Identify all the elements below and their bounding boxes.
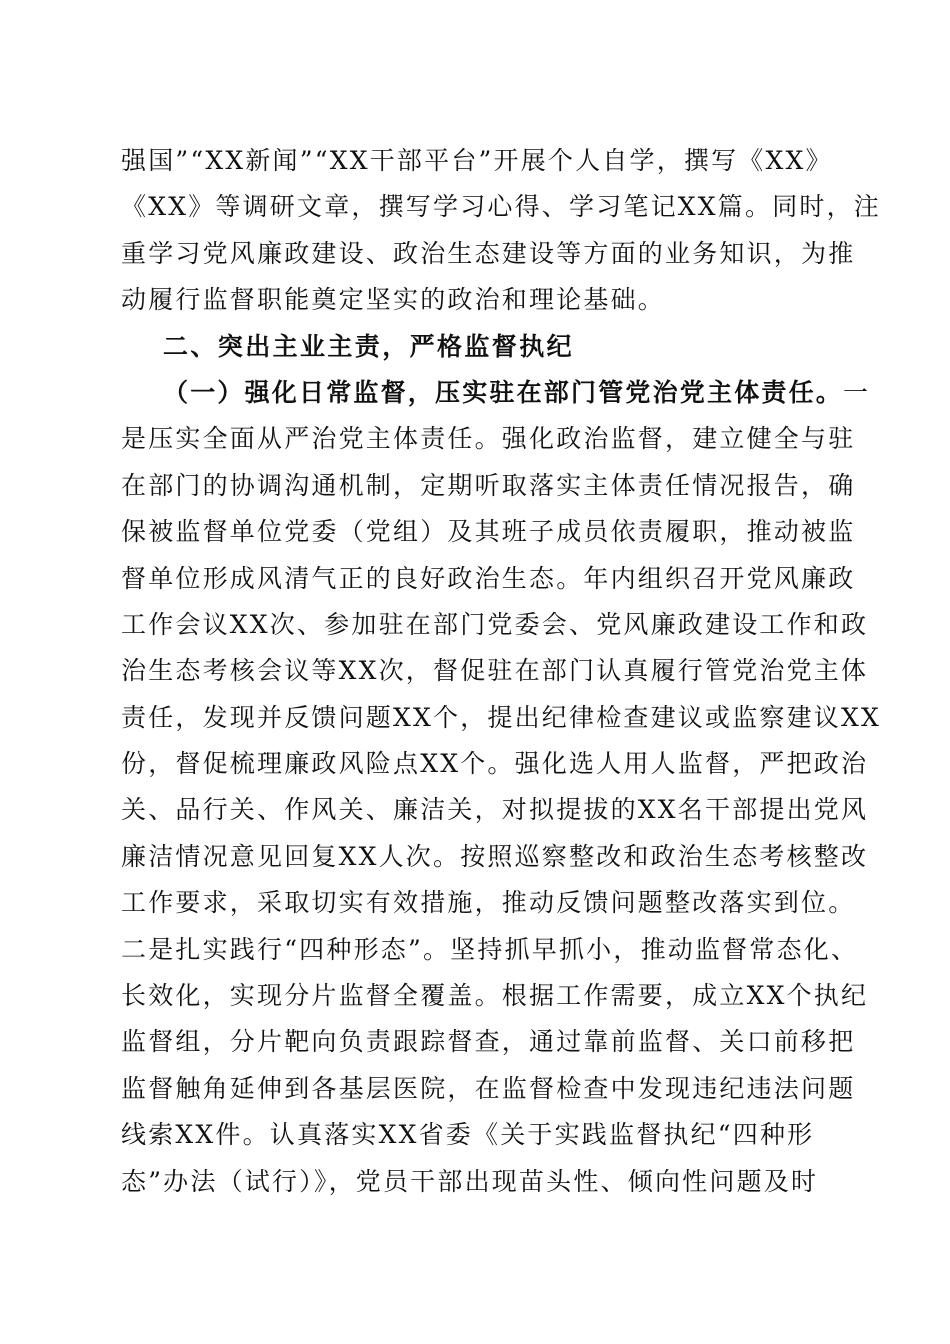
body-line: 长效化，实现分片监督全覆盖。根据工作需要，成立XX个执纪 — [121, 981, 869, 1011]
body-line: 态”办法（试行）》，党员干部出现苗头性、倾向性问题及时 — [121, 1166, 819, 1196]
body-line: 线索XX件。认真落实XX省委《关于实践监督执纪“四种形 — [121, 1120, 815, 1150]
body-line: 监督组，分片靶向负责跟踪督查，通过靠前监督、关口前移把 — [121, 1027, 856, 1057]
body-line: 二是扎实践行“四种形态”。坚持抓早抓小，推动监督常态化、 — [121, 934, 859, 964]
subsection-line-rest: 一 — [843, 377, 871, 407]
body-line: 保被监督单位党委（党组）及其班子成员依责履职，推动被监 — [121, 517, 856, 547]
paragraph-line: 《XX》等调研文章，撰写学习心得、学习笔记XX篇。同时，注 — [121, 192, 881, 222]
paragraph-line: 重学习党风廉政建设、政治生态建设等方面的业务知识，为推 — [121, 238, 856, 268]
subsection-first-line — [121, 370, 871, 416]
body-line: 是压实全面从严治党主体责任。强化政治监督，建立健全与驻 — [121, 424, 856, 454]
subsection-title: （一）强化日常监督，压实驻在部门管党治党主体责任。 — [163, 377, 844, 407]
document-body — [121, 138, 881, 1205]
body-line: 关、品行关、作风关、廉洁关，对拟提拔的XX名干部提出党风 — [121, 795, 869, 825]
body-line: 份，督促梳理廉政风险点XX个。强化选人用人监督，严把政治 — [121, 749, 869, 779]
body-line: 廉洁情况意见回复XX人次。按照巡察整改和政治生态考核整改 — [121, 841, 869, 871]
body-line: 在部门的协调沟通机制，定期听取落实主体责任情况报告，确 — [121, 470, 856, 500]
paragraph-line: 动履行监督职能奠定坚实的政治和理论基础。 — [121, 285, 666, 315]
section-heading: 二、突出主业主责，严格监督执纪 — [163, 331, 575, 361]
body-line: 工作要求，采取切实有效措施，推动反馈问题整改落实到位。 — [121, 888, 856, 918]
body-line: 监督触角延伸到各基层医院，在监督检查中发现违纪违法问题 — [121, 1073, 856, 1103]
body-line: 工作会议XX次、参加驻在部门党委会、党风廉政建设工作和政 — [121, 609, 869, 639]
paragraph-line: 强国”“XX新闻”“XX干部平台”开展个人自学，撰写《XX》 — [121, 146, 833, 175]
body-line: 督单位形成风清气正的良好政治生态。年内组织召开党风廉政 — [121, 563, 856, 593]
body-line: 责任，发现并反馈问题XX个，提出纪律检查建议或监察建议XX — [121, 702, 881, 732]
body-line: 治生态考核会议等XX次，督促驻在部门认真履行管党治党主体 — [121, 656, 869, 686]
